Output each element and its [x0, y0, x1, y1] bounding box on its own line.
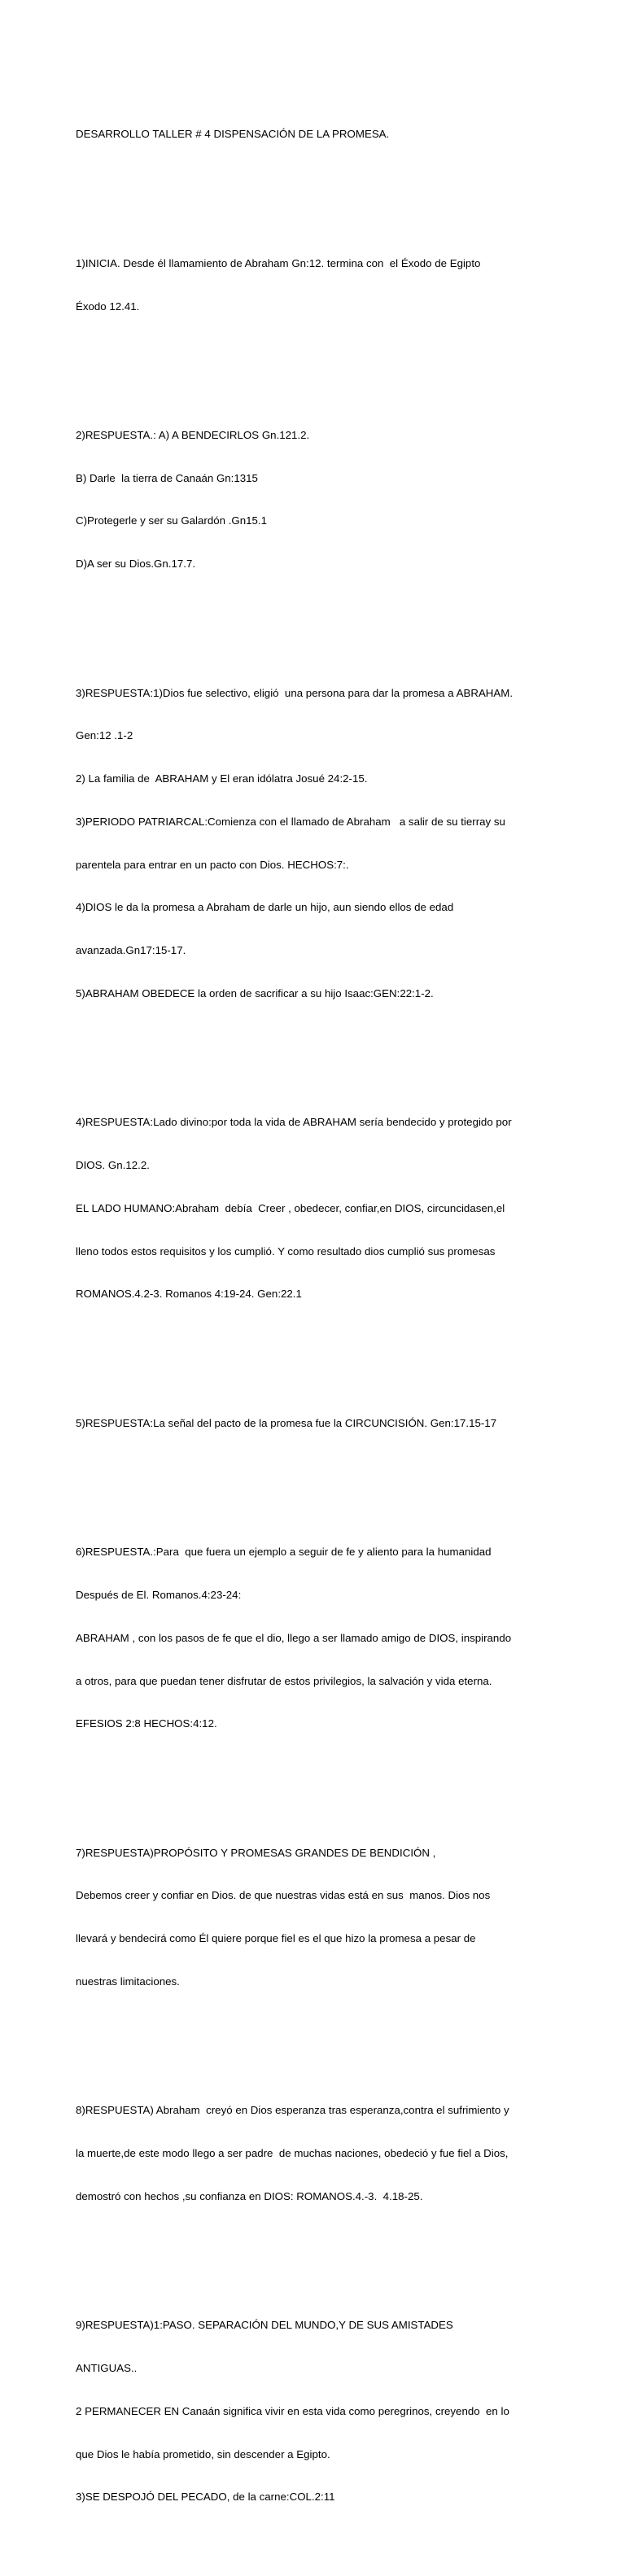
paragraph-8: [76, 2075, 548, 2233]
text-line: 3)SE DESPOJÓ DEL PECADO, de la carne:COL.2:11: [76, 2491, 335, 2504]
text-line: 2) La familia de ABRAHAM y El eran idólatra Josué 24:2-15.: [76, 772, 368, 785]
text-line: D)A ser su Dios.Gn.17.7.: [76, 558, 196, 571]
text-line: Éxodo 12.41.: [76, 300, 140, 313]
text-line: 3)PERIODO PATRIARCAL:Comienza con el llamado de Abraham a salir de su tierray su: [76, 815, 505, 828]
paragraph-4: [76, 1087, 548, 1330]
text-line: Debemos creer y confiar en Dios. de que nuestras vidas está en sus manos. Dios nos: [76, 1889, 491, 1902]
text-line: ANTIGUAS..: [76, 2362, 138, 2374]
paragraph-3: [76, 657, 548, 1029]
text-line: a otros, para que puedan tener disfrutar de estos privilegios, la salvación y vida eterna.: [76, 1674, 492, 1687]
text-line: 3)RESPUESTA:1)Dios fue selectivo, eligió una persona para dar la promesa a ABRAHAM.: [76, 686, 514, 699]
text-line: EFESIOS 2:8 HECHOS:4:12.: [76, 1717, 217, 1730]
text-line: 5)ABRAHAM OBEDECE la orden de sacrificar a su hijo Isaac:GEN:22:1-2.: [76, 987, 434, 999]
document-title: [76, 98, 548, 170]
text-line: 4)DIOS le da la promesa a Abraham de darle un hijo, aun siendo ellos de edad: [76, 901, 454, 914]
text-line: 2)RESPUESTA.: A) A BENDECIRLOS Gn.121.2.: [76, 428, 310, 441]
text-line: Gen:12 .1-2: [76, 729, 133, 742]
text-line: 9)RESPUESTA)1:PASO. SEPARACIÓN DEL MUNDO,Y DE SUS AMISTADES: [76, 2319, 453, 2332]
text-line: 4)RESPUESTA:Lado divino:por toda la vida de ABRAHAM sería bendecido y protegido por: [76, 1116, 512, 1129]
paragraph-6: [76, 1516, 548, 1760]
text-line: 8)RESPUESTA) Abraham creyó en Dios esperanza tras esperanza,contra el sufrimiento y: [76, 2104, 509, 2117]
text-line: avanzada.Gn17:15-17.: [76, 944, 186, 957]
text-line: 5)RESPUESTA:La señal del pacto de la promesa fue la CIRCUNCISIÓN. Gen:17.15-17: [76, 1416, 497, 1429]
paragraph-5: [76, 1388, 548, 1459]
text-line: que Dios le había prometido, sin descender a Egipto.: [76, 2447, 330, 2460]
paragraph-7: [76, 1817, 548, 2017]
text-line: Después de El. Romanos.4:23-24:: [76, 1588, 242, 1601]
text-line: demostró con hechos ,su confianza en DIOS: ROMANOS.4.-3. 4.18-25.: [76, 2189, 423, 2202]
text-line: parentela para entrar en un pacto con Dios. HECHOS:7:.: [76, 858, 349, 871]
text-line: llevará y bendecirá como Él quiere porque fiel es el que hizo la promesa a pesar de: [76, 1932, 476, 1945]
text-line: 1)INICIA. Desde él llamamiento de Abraham Gn:12. termina con el Éxodo de Egipto: [76, 256, 481, 269]
text-line: lleno todos estos requisitos y los cumplió. Y como resultado dios cumplió sus promesas: [76, 1244, 496, 1257]
text-line: C)Protegerle y ser su Galardón .Gn15.1: [76, 514, 268, 527]
text-line: ROMANOS.4.2-3. Romanos 4:19-24. Gen:22.1: [76, 1288, 302, 1301]
text-line: 6)RESPUESTA.:Para que fuera un ejemplo a seguir de fe y aliento para la humanidad: [76, 1546, 492, 1559]
text-line: EL LADO HUMANO:Abraham debía Creer , obedecer, confiar,en DIOS, circuncidasen,el: [76, 1201, 505, 1214]
text-line: la muerte,de este modo llego a ser padre de muchas naciones, obedeció y fue fiel a Dios,: [76, 2147, 509, 2160]
text-line: 2 PERMANECER EN Canaán significa vivir en esta vida como peregrinos, creyendo en lo: [76, 2404, 509, 2417]
paragraph-1: [76, 228, 548, 343]
text-line: 7)RESPUESTA)PROPÓSITO Y PROMESAS GRANDES DE BENDICIÓN ,: [76, 1846, 436, 1859]
text-line: DIOS. Gn.12.2.: [76, 1159, 150, 1172]
text-line: B) Darle la tierra de Canaán Gn:1315: [76, 471, 258, 484]
title-line: DESARROLLO TALLER # 4 DISPENSACIÓN DE LA PROMESA.: [76, 128, 390, 141]
paragraph-2: [76, 400, 548, 600]
document-body: [76, 70, 548, 2576]
text-line: ABRAHAM , con los pasos de fe que el dio, llego a ser llamado amigo de DIOS, inspirando: [76, 1631, 512, 1644]
text-line: nuestras limitaciones.: [76, 1975, 180, 1988]
paragraph-9: [76, 2290, 548, 2533]
